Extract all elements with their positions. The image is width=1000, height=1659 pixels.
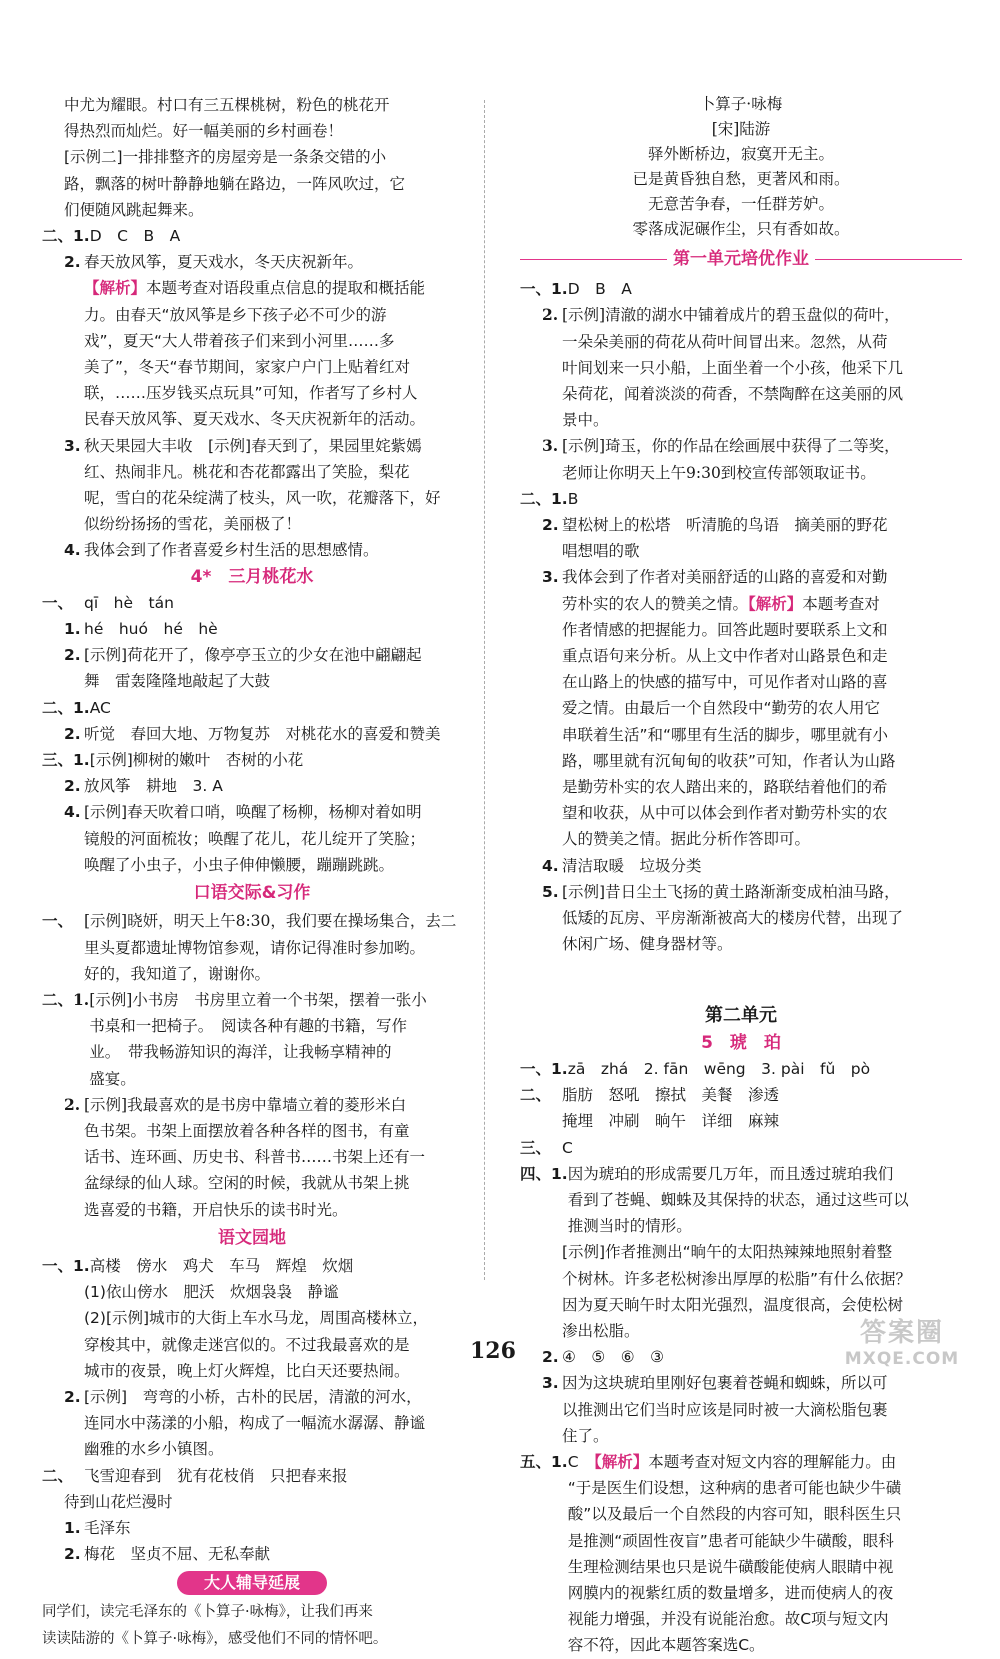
answer-text: AC	[89, 698, 111, 717]
answer-text	[84, 642, 462, 694]
poem-line: 零落成泥碾作尘，只有香如故。	[632, 220, 850, 238]
answer-line: 幽雅的水乡小镇图。	[84, 1440, 224, 1459]
tutor-line: 读读陆游的《卜算子·咏梅》，感受他们不同的情怀吧。	[42, 1630, 388, 1647]
answer-text: B	[567, 489, 579, 508]
analysis-line: 重点语句来分析。从上文中作者对山路景色和走	[562, 647, 888, 666]
poem-line: 驿外断桥边，寂寞开无主。	[647, 145, 834, 163]
answer-fragment: 本题考查对短文内容的理解能力。由	[648, 1452, 897, 1471]
answer-text: 清洁取暖 垃圾分类	[562, 856, 702, 875]
answer-text: 春天放风筝，夏天戏水，冬天庆祝新年。	[84, 253, 364, 272]
answer-label: 2.	[64, 646, 81, 665]
answer-line: 朵荷花，闻着淡淡的荷香，不禁陶醉在这美丽的风	[562, 385, 904, 404]
answer-line: 因为这块琥珀里刚好包裹着苍蝇和蜘蛛，所以可	[562, 1374, 888, 1393]
answer-line: 呢，雪白的花朵绽满了枝头，风一吹，花瓣落下，好	[84, 489, 441, 508]
answer-line: 秋天果园大丰收 [示例]春天到了，果园里姹紫嫣	[84, 436, 422, 455]
answer-row	[42, 1515, 462, 1541]
answer-line: [示例]清澈的湖水中铺着成片的碧玉盘似的荷叶，	[562, 306, 900, 325]
answer-text	[84, 1092, 462, 1223]
answer-label: 3.	[64, 436, 81, 455]
answer-line: [示例]小书房 书房里立着一个书架，摆着一张小	[89, 990, 427, 1009]
answer-text: C	[562, 1138, 573, 1157]
answer-text	[84, 433, 462, 538]
answer-text: 脂肪 怒吼 擦拭 美餐 渗透	[562, 1086, 780, 1105]
answer-text: 听觉 春回大地、万物复苏 对桃花水的喜爱和赞美	[84, 724, 441, 743]
answer-row	[42, 747, 462, 773]
answer-line: 低矮的瓦房、平房渐渐被高大的楼房代替，出现了	[562, 909, 904, 928]
watermark-line1: 答案圈	[859, 1318, 944, 1348]
answer-line: [示例]作者推测出“晌午的太阳热辣辣地照射着整	[562, 1243, 893, 1262]
answer-text	[562, 433, 962, 485]
example2-line-2: 路，飘落的树叶静静地躺在路边，一阵风吹过，它	[64, 174, 406, 193]
answer-text: 飞雪迎春到 犹有花枝俏 只把春来报	[84, 1466, 348, 1485]
answer-line: 休闲广场、健身器材等。	[562, 935, 733, 954]
analysis-line: 民春天放风筝、夏天戏水、冬天庆祝新年的活动。	[84, 410, 426, 429]
answer-line: 舞 雷轰隆隆地敲起了大鼓	[84, 672, 271, 691]
answer-label: 一、	[42, 911, 74, 931]
poem-line: 无意苦争春，一任群芳妒。	[647, 195, 834, 213]
answer-text: D B A	[567, 280, 632, 299]
answer-row	[520, 1082, 962, 1108]
answer-row	[42, 1384, 462, 1463]
answer-text: D C B A	[89, 227, 181, 246]
answer-label: 4.	[64, 803, 81, 822]
answer-line: 待到山花烂漫时	[64, 1492, 173, 1511]
answer-row	[42, 433, 462, 538]
answer-text	[568, 1449, 962, 1659]
lesson-5-title: 5 琥 珀	[701, 1032, 781, 1053]
answer-label: 一、1.	[520, 1059, 568, 1078]
answer-line: 似纷纷扬扬的雪花，美丽极了！	[84, 515, 302, 534]
answer-row	[42, 616, 462, 642]
answer-line: [示例]昔日尘土飞扬的黄土路渐渐变成柏油马路，	[562, 882, 900, 901]
answer-label: 四、1.	[520, 1164, 568, 1183]
answer-row	[42, 1092, 462, 1223]
answer-text: 梅花 坚贞不屈、无私奉献	[84, 1545, 271, 1564]
answer-label: 4.	[542, 856, 559, 875]
answer-row	[520, 433, 962, 485]
answer-line: 镜般的河面梳妆；唤醒了花儿，花儿绽开了笑脸；	[84, 829, 426, 848]
answer-line: 色书架。书架上面摆放着各种各样的图书，有童	[84, 1121, 410, 1140]
answer-line: [示例] 弯弯的小桥，古朴的民居，清澈的河水，	[84, 1387, 422, 1406]
intro-line-2: 得热烈而灿烂。好一幅美丽的乡村画卷！	[64, 122, 344, 141]
answer-fragment: 本题考查对	[802, 594, 880, 613]
spacer	[520, 957, 962, 997]
analysis-line: 爱之情。由最后一个自然段中“勤劳的农人用它	[562, 699, 881, 718]
answer-row	[42, 773, 462, 799]
answer-text	[562, 1370, 962, 1449]
answer-text: zā zhá 2. fān wēng 3. pài fǔ pò	[567, 1059, 871, 1078]
answer-text: ④ ⑤ ⑥ ③	[562, 1348, 665, 1367]
oral-section-title: 口语交际&习作	[193, 883, 311, 904]
tutor-banner: 大人辅导延展	[177, 1571, 327, 1595]
answer-line: 一朵朵美丽的荷花从荷叶间冒出来。忽然，从荷	[562, 332, 888, 351]
answer-text	[562, 564, 962, 852]
answer-row	[42, 1253, 462, 1279]
answer-text: 放风筝 耕地 3. A	[84, 777, 223, 796]
answer-label: 一、1.	[520, 280, 568, 299]
tutor-line: 同学们，读完毛泽东的《卜算子·咏梅》，让我们再来	[42, 1604, 373, 1621]
answer-line: 唤醒了小虫子，小虫子伸伸懒腰，蹦蹦跳跳。	[84, 855, 395, 874]
answer-text: [示例]柳树的嫩叶 杏树的小花	[89, 751, 304, 770]
answer-row	[520, 1161, 962, 1240]
answer-text	[562, 512, 962, 564]
analysis-line: 联，……压岁钱买点玩具”可知，作者写了乡村人	[84, 384, 418, 403]
answer-text	[84, 908, 462, 987]
answer-text	[562, 879, 962, 958]
analysis-line: 美了”，冬天“春节期间，家家户户门上贴着红对	[84, 358, 411, 377]
answer-row	[42, 695, 462, 721]
answer-line: 我体会到了作者对美丽舒适的山路的喜爱和对勤	[562, 568, 888, 587]
answer-line	[562, 591, 962, 617]
answer-label: 二、	[520, 1086, 552, 1105]
analysis-line: “于是医生们设想，这种病的患者可能也缺少牛磺	[567, 1479, 902, 1498]
answer-label: 2.	[64, 1094, 81, 1114]
analysis-line: 戏”，夏天“大人带着孩子们来到小河里……多	[84, 331, 395, 350]
answer-label: 5.	[542, 882, 559, 901]
answer-line: 好的，我知道了，谢谢你。	[84, 964, 271, 983]
left-column	[42, 92, 462, 1652]
unit1-title-row	[520, 244, 962, 274]
answer-line: 因为琥珀的形成需要几万年，而且透过琥珀我们	[567, 1164, 894, 1183]
answer-line: 红、热闹非凡。桃花和杏花都露出了笑脸，梨花	[84, 462, 410, 481]
answer-label: 2.	[542, 305, 559, 325]
answer-line: [示例]荷花开了，像亭亭玉立的少女在池中翩翩起	[84, 646, 422, 665]
analysis-line: 作者情感的把握能力。回答此题时要联系上文和	[562, 620, 888, 639]
answer-label: 二、1.	[42, 698, 90, 717]
answer-label: 五、1.	[520, 1452, 568, 1471]
answer-line: 推测当时的情形。	[567, 1217, 692, 1236]
analysis-line: 本题考查对语段重点信息的提取和概括能	[146, 279, 426, 298]
answer-label: 2.	[64, 1387, 81, 1406]
answer-line: 景中。	[562, 411, 609, 430]
answer-line: 看到了苍蝇、蜘蛛及其保持的状态，通过这些可以	[567, 1190, 909, 1209]
answer-line: 叶间划来一只小船，上面坐着一个小孩，他采下几	[562, 358, 904, 377]
answer-line: 因为夏天晌午时太阳光强烈，温度很高，会使松树	[562, 1295, 904, 1314]
answer-label: 1.	[64, 620, 81, 639]
poem-line: 已是黄昏独自愁，更著风和雨。	[632, 170, 850, 188]
analysis-line: 在山路上的快感的描写中，可见作者对山路的喜	[562, 673, 888, 692]
answer-row	[520, 512, 962, 564]
title-rule	[815, 259, 962, 260]
answer-label: 3.	[542, 436, 559, 456]
answer-line: 城市的夜景，晚上灯火辉煌，比白天还要热闹。	[84, 1361, 410, 1380]
analysis-line: 是勤劳朴实的农人踏出来的，路联结着他们的希	[562, 778, 888, 797]
answer-row	[520, 1056, 962, 1082]
answer-row	[42, 642, 462, 694]
answer-row	[520, 302, 962, 433]
answer-line: 以推测出它们当时应该是同时被一大滴松脂包裹	[562, 1400, 888, 1419]
answer-label: 3.	[542, 568, 559, 587]
answer-label: 二、1.	[42, 227, 90, 246]
answer-line: 书桌和一把椅子。 阅读各种有趣的书籍，写作	[89, 1017, 407, 1036]
answer-line: [示例]我最喜欢的是书房中靠墙立着的菱形米白	[84, 1095, 407, 1114]
answer-line: 连同水中荡漾的小船，构成了一幅流水潺潺、静谧	[84, 1414, 426, 1433]
page-number: 126	[470, 1338, 516, 1364]
tutor-text	[42, 1599, 462, 1651]
answer-text	[89, 987, 462, 1092]
analysis-line: 视能力增强，并没有说能治愈。故C项与短文内	[567, 1610, 889, 1629]
answer-row	[42, 590, 462, 616]
answer-label: 三、	[520, 1138, 552, 1157]
right-column	[520, 92, 962, 1659]
analysis-tag: 【解析】	[748, 594, 803, 613]
answer-text: 我体会到了作者喜爱乡村生活的思想感情。	[84, 541, 379, 560]
answer-line: 盛宴。	[89, 1069, 136, 1088]
answer-label: 2.	[542, 1348, 559, 1367]
answer-fragment: C	[567, 1452, 595, 1471]
answer-line: 话书、连环画、历史书、科普书……书架上还有一	[84, 1148, 426, 1167]
answer-line: 里头夏都遗址博物馆参观，请你记得准时参加哟。	[84, 938, 426, 957]
answer-line: [示例]春天吹着口哨，唤醒了杨柳，杨柳对着如明	[84, 803, 422, 822]
answer-text: 高楼 傍水 鸡犬 车马 辉煌 炊烟	[89, 1256, 354, 1275]
answer-label: 1.	[64, 1518, 81, 1537]
analysis-tag: 【解析】	[84, 279, 147, 298]
answer-text	[84, 799, 462, 878]
answer-line: 唱想唱的歌	[562, 542, 640, 561]
answer-text	[568, 1161, 962, 1240]
unit1-title: 第一单元培优作业	[673, 249, 809, 269]
answer-row	[520, 879, 962, 958]
answer-row	[42, 908, 462, 987]
column-divider	[484, 100, 485, 1280]
answer-row	[42, 987, 462, 1092]
answer-row	[520, 486, 962, 512]
answer-row	[520, 853, 962, 879]
answer-line: 渗出松脂。	[562, 1321, 640, 1340]
answer-text: qī hè tán	[84, 593, 174, 612]
title-rule	[520, 259, 667, 260]
analysis-line: 力。由春天“放风筝是乡下孩子必不可少的游	[84, 305, 387, 324]
answer-text: 毛泽东	[84, 1518, 131, 1537]
analysis-line: 人的赞美之情。据此分析作答即可。	[562, 830, 811, 849]
answer-label: 4.	[64, 541, 81, 560]
answer-fragment: 劳朴实的农人的赞美之情。	[562, 594, 749, 613]
answer-line: 穿梭其中，就像走迷宫似的。不过我最喜欢的是	[84, 1335, 410, 1354]
answer-line: 业。 带我畅游知识的海洋，让我畅享精神的	[89, 1043, 392, 1062]
answer-row	[520, 1135, 962, 1161]
answer-line: [示例]琦玉，你的作品在绘画展中获得了二等奖，	[562, 437, 900, 456]
analysis-line: 路，哪里就有沉甸甸的收获”可知，作者认为山路	[562, 751, 896, 770]
answer-line: 老师让你明天上午9:30到校宣传部领取证书。	[562, 463, 876, 482]
analysis-line: 酸”以及最后一个自然段的内容可知，眼科医生只	[567, 1505, 902, 1524]
answer-text: hé huó hé hè	[84, 620, 218, 639]
answer-label: 2.	[64, 724, 81, 743]
answer-line: 掩埋 冲刷 晌午 详细 麻辣	[562, 1112, 780, 1131]
answer-line: 个树林。许多老松树渗出厚厚的松脂”有什么依据？	[562, 1269, 912, 1288]
answer-row	[520, 276, 962, 302]
analysis-tag: 【解析】	[594, 1452, 649, 1471]
answer-label: 三、1.	[42, 751, 90, 770]
unit2-title: 第二单元	[705, 1005, 777, 1027]
answer-text	[562, 302, 962, 433]
answer-row	[42, 1541, 462, 1567]
answer-label: 2.	[64, 1545, 81, 1564]
answer-label: 2.	[64, 253, 81, 272]
poem-title: 卜算子·咏梅	[699, 95, 783, 113]
example2-line-1: [示例二]一排排整齐的房屋旁是一条条交错的小	[64, 148, 387, 167]
answer-line: (2)[示例]城市的大街上车水马龙，周围高楼林立，	[84, 1309, 429, 1328]
analysis-line: 生理检测结果也只是说牛磺酸能使病人眼睛中视	[567, 1557, 894, 1576]
answer-line	[568, 1449, 962, 1475]
answer-row	[42, 799, 462, 878]
answer-line: 盆绿绿的仙人球。空闲的时候，我就从书架上挑	[84, 1174, 410, 1193]
answer-row	[42, 537, 462, 563]
answer-row	[42, 721, 462, 747]
analysis-line: 网膜内的视紫红质的数量增多，进而使病人的夜	[567, 1583, 894, 1602]
answer-label: 二、1.	[520, 489, 568, 508]
answer-line: 望松树上的松塔 听清脆的鸟语 摘美丽的野花	[562, 516, 888, 535]
lesson-4-title: 4* 三月桃花水	[190, 566, 314, 587]
analysis-line: 是推测“顽固性夜盲”患者可能缺少牛磺酸，眼科	[567, 1531, 894, 1550]
answer-label: 一、1.	[42, 1256, 90, 1275]
poem-author: [宋]陆游	[711, 120, 771, 138]
answer-row	[520, 564, 962, 852]
example2-line-3: 们便随风跳起舞来。	[64, 200, 204, 219]
answer-label: 一、	[42, 593, 74, 612]
answer-label: 二、1.	[42, 989, 90, 1009]
answer-row	[42, 249, 462, 275]
analysis-line: 串联着生活”和“哪里有生活的脚步，哪里就有小	[562, 725, 889, 744]
answer-text	[84, 1384, 462, 1463]
answer-label: 二、	[42, 1466, 74, 1485]
answer-row	[42, 223, 462, 249]
answer-line: 选喜爱的书籍，开启快乐的读书时光。	[84, 1200, 348, 1219]
analysis-line: 容不符，因此本题答案选C。	[567, 1636, 765, 1655]
poem	[520, 92, 962, 242]
answer-label: 2.	[542, 516, 559, 535]
answer-label: 3.	[542, 1374, 559, 1393]
analysis-line: 望和收获，从中可以体会到作者对勤劳朴实的农	[562, 804, 888, 823]
analysis-block	[42, 275, 462, 432]
answer-line: (1)依山傍水 肥沃 炊烟袅袅 静谧	[84, 1283, 339, 1302]
watermark-line2: MXQE.COM	[844, 1349, 960, 1369]
answer-row	[42, 1463, 462, 1489]
answer-line: [示例]晓妍，明天上午8:30，我们要在操场集合，去二	[84, 912, 457, 931]
answer-row	[520, 1370, 962, 1449]
answer-line: 住了。	[562, 1426, 609, 1445]
intro-line-1: 中尤为耀眼。村口有三五棵桃树，粉色的桃花开	[64, 96, 390, 114]
answer-label: 2.	[64, 777, 81, 796]
garden-section-title: 语文园地	[218, 1227, 286, 1248]
watermark	[822, 1312, 982, 1372]
answer-row	[520, 1449, 962, 1659]
